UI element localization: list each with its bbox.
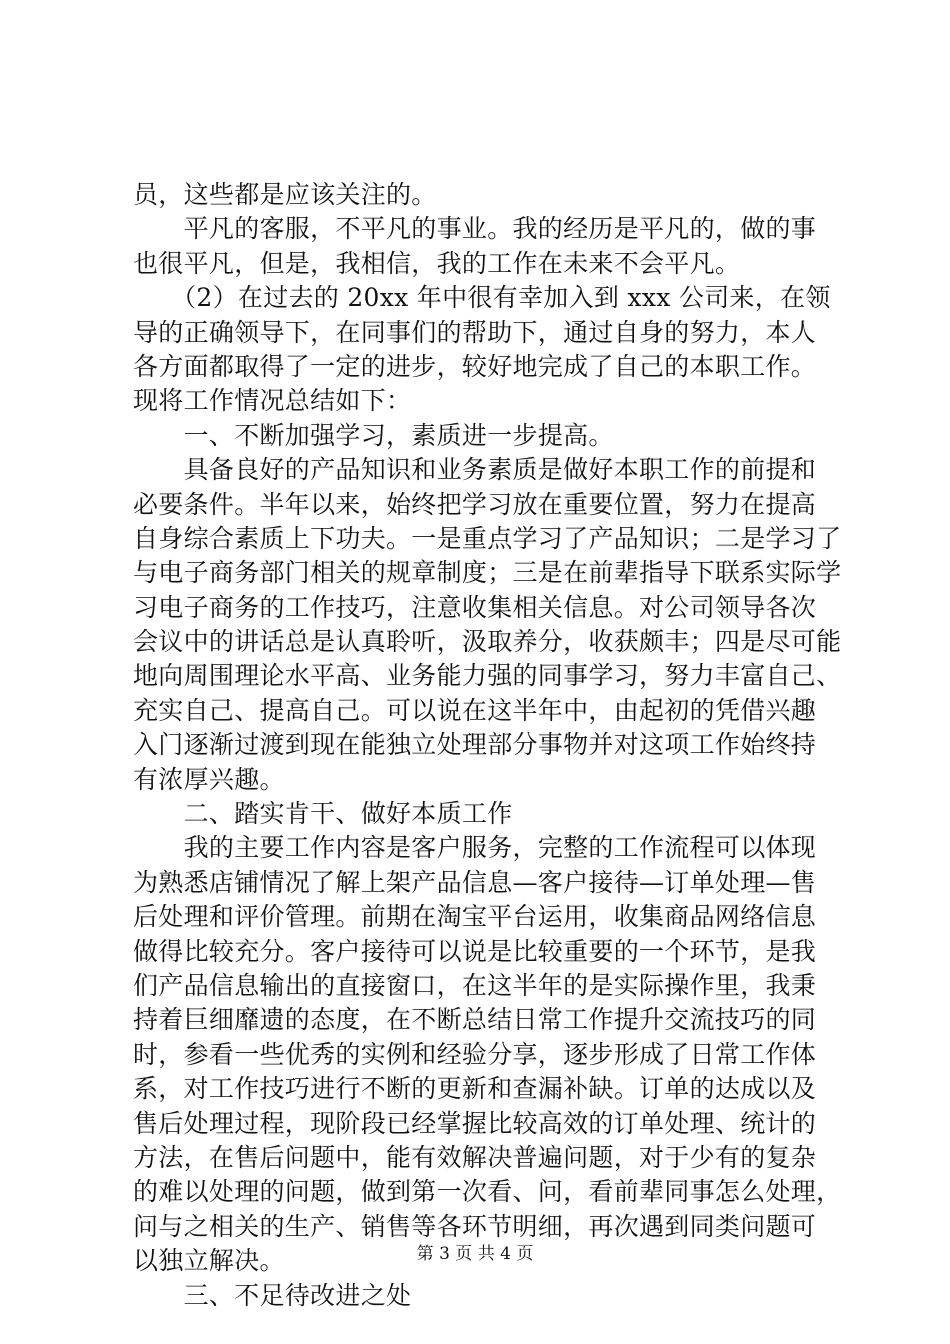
body-line: 方法，在售后问题中，能有效解决普遍问题，对于少有的复杂 [133, 1142, 817, 1172]
body-line: 为熟悉店铺情况了解上架产品信息—客户接待—订单处理—售 [133, 867, 817, 897]
body-line: 我的主要工作内容是客户服务，完整的工作流程可以体现 [133, 833, 817, 863]
body-line: 充实自己、提高自己。可以说在这半年中，由起初的凭借兴趣 [133, 695, 817, 725]
body-line: 入门逐渐过渡到现在能独立处理部分事物并对这项工作始终持 [133, 730, 817, 760]
body-line: 二、踏实肯干、做好本质工作 [133, 799, 513, 829]
body-line: 售后处理过程，现阶段已经掌握比较高效的订单处理、统计的 [133, 1108, 817, 1138]
body-line: 具备良好的产品知识和业务素质是做好本职工作的前提和 [133, 455, 817, 485]
body-line: 习电子商务的工作技巧，注意收集相关信息。对公司领导各次 [133, 592, 817, 622]
body-line: 导的正确领导下，在同事们的帮助下，通过自身的努力，本人 [133, 317, 817, 347]
body-line: 有浓厚兴趣。 [133, 764, 285, 794]
body-line: 现将工作情况总结如下： [133, 386, 412, 416]
body-line: 的难以处理的问题，做到第一次看、问，看前辈同事怎么处理， [133, 1177, 842, 1207]
body-line: 问与之相关的生产、销售等各环节明细，再次遇到同类问题可 [133, 1211, 817, 1241]
body-line: 员，这些都是应该关注的。 [133, 180, 437, 209]
body-line: 平凡的客服，不平凡的事业。我的经历是平凡的，做的事 [133, 214, 817, 244]
body-line: 一、不断加强学习，素质进一步提高。 [133, 420, 614, 450]
body-line: 系，对工作技巧进行不断的更新和查漏补缺。订单的达成以及 [133, 1074, 817, 1104]
body-line: 后处理和评价管理。前期在淘宝平台运用，收集商品网络信息 [133, 902, 817, 932]
body-line: 以独立解决。 [133, 1246, 285, 1276]
body-line: 持着巨细靡遗的态度，在不断总结日常工作提升交流技巧的同 [133, 1005, 817, 1035]
body-line: 自身综合素质上下功夫。一是重点学习了产品知识；二是学习了 [133, 523, 842, 553]
body-line: 与电子商务部门相关的规章制度；三是在前辈指导下联系实际学 [133, 558, 842, 588]
document-body [133, 178, 843, 1313]
body-line: 必要条件。半年以来，始终把学习放在重要位置，努力在提高 [133, 489, 817, 519]
body-line: 也很平凡，但是，我相信，我的工作在未来不会平凡。 [133, 248, 741, 278]
body-line: 们产品信息输出的直接窗口，在这半年的是实际操作里，我秉 [133, 970, 817, 1000]
body-line: 三、不足待改进之处 [133, 1280, 412, 1310]
page-footer: 第 3 页 共 4 页 [416, 1244, 534, 1264]
body-line: 地向周围理论水平高、业务能力强的同事学习，努力丰富自己、 [133, 661, 842, 691]
body-line: 会议中的讲话总是认真聆听，汲取养分，收获颇丰；四是尽可能 [133, 627, 842, 657]
body-line: 做得比较充分。客户接待可以说是比较重要的一个环节，是我 [133, 936, 817, 966]
body-line: 时，参看一些优秀的实例和经验分享，逐步形成了日常工作体 [133, 1039, 817, 1069]
body-line: （2）在过去的 20xx 年中很有幸加入到 xxx 公司来，在领 [133, 283, 831, 313]
body-line: 各方面都取得了一定的进步，较好地完成了自己的本职工作。 [133, 351, 817, 381]
